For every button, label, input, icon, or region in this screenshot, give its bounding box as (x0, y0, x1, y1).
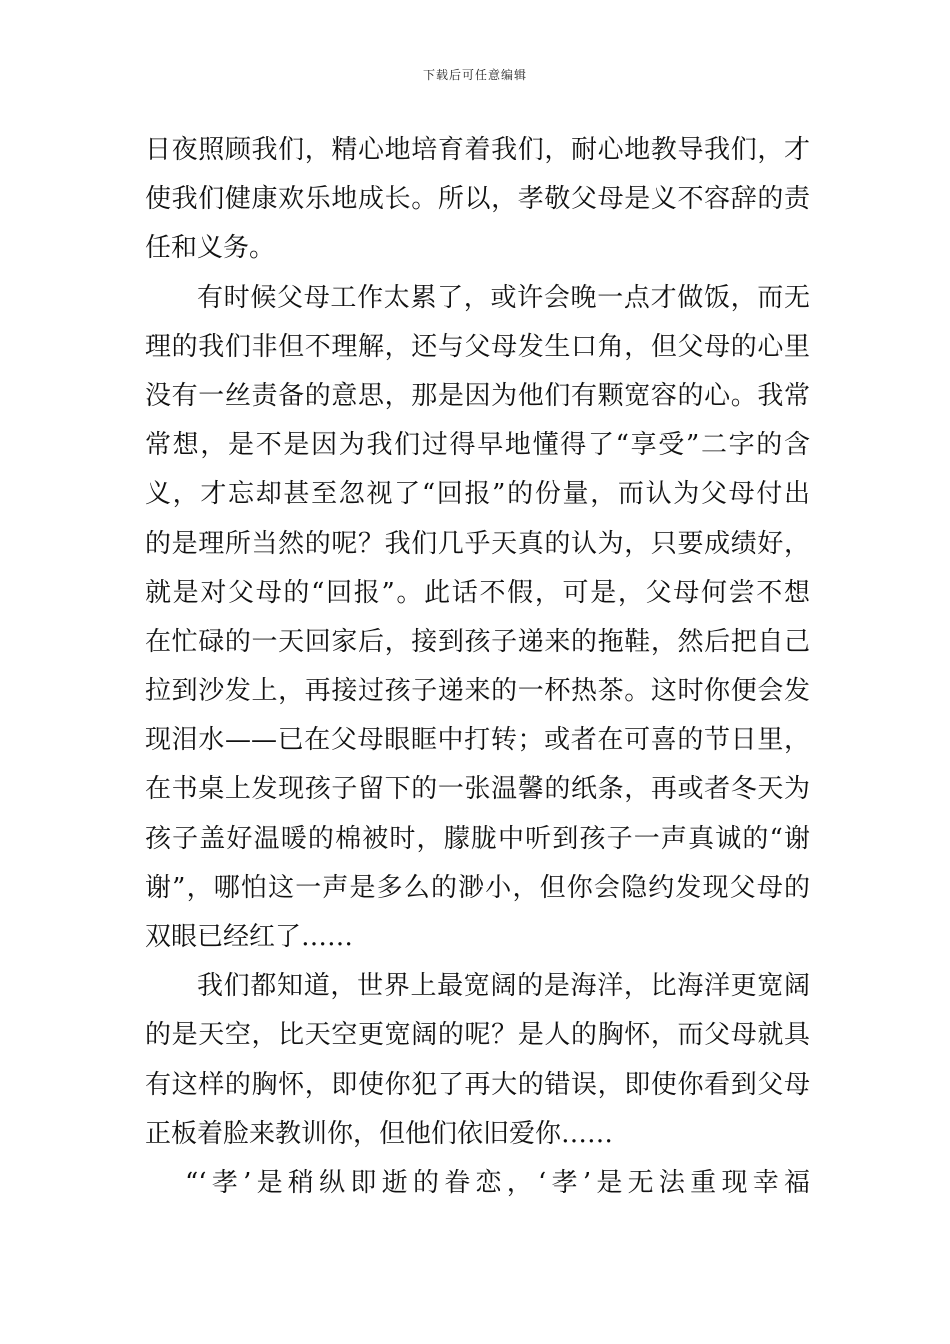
text-line: 没有一丝责备的意思，那是因为他们有颗宽容的心。我常 (145, 380, 810, 411)
text-line: 理的我们非但不理解，还与父母发生口角，但父母的心里 (145, 331, 810, 362)
text-line: 常想，是不是因为我们过得早地懂得了“享受”二字的含 (145, 430, 810, 461)
text-line: 义，才忘却甚至忽视了“回报”的份量，而认为父母付出 (145, 479, 810, 510)
text-line: 的是天空，比天空更宽阔的呢？是人的胸怀，而父母就具 (145, 1020, 810, 1051)
text-line: 在书桌上发现孩子留下的一张温馨的纸条，再或者冬天为 (145, 774, 810, 805)
text-line: 孩子盖好温暖的棉被时，朦胧中听到孩子一声真诚的“谢 (145, 823, 810, 854)
text-line: 任和义务。 (145, 233, 276, 264)
paragraph-2 (145, 274, 810, 963)
paragraph-4 (145, 1159, 810, 1208)
text-line: 有这样的胸怀，即使你犯了再大的错误，即使你看到父母 (145, 1069, 810, 1100)
paragraph-3 (145, 962, 810, 1159)
text-line: 双眼已经红了…… (145, 922, 354, 952)
text-line: 在忙碌的一天回家后，接到孩子递来的拖鞋，然后把自己 (145, 626, 810, 657)
text-line: 有时候父母工作太累了，或许会晚一点才做饭，而无 (197, 282, 810, 313)
paragraph-1 (145, 126, 810, 274)
header-note: 下载后可任意编辑 (422, 68, 527, 82)
text-line: 谢”，哪怕这一声是多么的渺小，但你会隐约发现父母的 (145, 872, 810, 903)
text-line: 拉到沙发上，再接过孩子递来的一杯热茶。这时你便会发 (145, 676, 810, 707)
text-line: 正板着脸来教训你，但他们依旧爱你…… (145, 1118, 614, 1149)
text-line: 就是对父母的“回报”。此话不假，可是，父母何尝不想 (145, 577, 810, 608)
body-text (145, 126, 810, 1208)
text-line: 日夜照顾我们，精心地培育着我们，耐心地教导我们，才 (145, 135, 810, 165)
text-line: 现泪水——已在父母眼眶中打转；或者在可喜的节日里， (145, 725, 810, 756)
text-line: 的是理所当然的呢？我们几乎天真的认为，只要成绩好， (145, 528, 810, 559)
text-line: 使我们健康欢乐地成长。所以，孝敬父母是义不容辞的责 (145, 184, 810, 215)
text-line: “‘孝’是稍纵即逝的眷恋，‘孝’是无法重现幸福 (185, 1167, 810, 1198)
text-line: 我们都知道，世界上最宽阔的是海洋，比海洋更宽阔 (197, 971, 810, 1002)
